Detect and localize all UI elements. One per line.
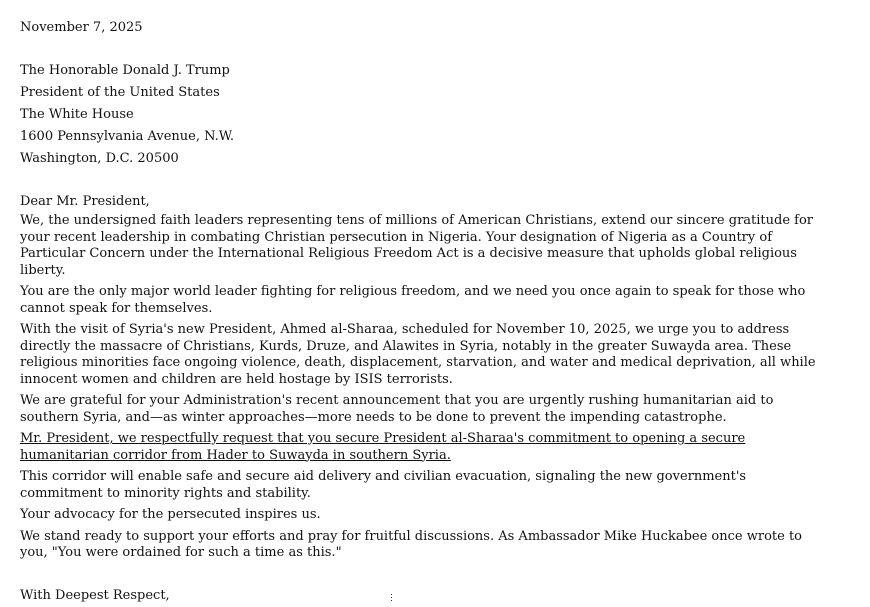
recipient-office: The White House xyxy=(20,107,134,122)
letter-page xyxy=(20,17,820,607)
body-paragraph: You are the only major world leader fighting for religious freedom, and we need you once again to speak for those who cannot speak for themselves. xyxy=(20,284,806,316)
spacer xyxy=(20,567,820,585)
letter-date: November 7, 2025 xyxy=(20,20,143,35)
request-paragraph-underlined: Mr. President, we respectfully request that you secure President al-Sharaa's commitment to opening a secure humanitarian corridor from Hader to Suwayda in southern Syria. xyxy=(20,431,746,463)
recipient-title: President of the United States xyxy=(20,85,220,100)
body-paragraph: Your advocacy for the persecuted inspires us. xyxy=(20,507,321,522)
salutation: Dear Mr. President, xyxy=(20,194,150,209)
body-paragraph: We, the undersigned faith leaders representing tens of millions of American Christians, extend our sincere gratitude for your recent leadership in combating Christian persecution in Nigeria. Your designation of Nigeria as a Country of Particular Concern under the International Religious Freedom Act is a decisive measure that upholds global religious liberty. xyxy=(20,213,814,278)
recipient-name: The Honorable Donald J. Trump xyxy=(20,63,230,78)
body-paragraph: We stand ready to support your efforts and pray for fruitful discussions. As Ambassador Mike Huckabee once wrote to you, "You were ordained for such a time as this." xyxy=(20,528,803,560)
recipient-city: Washington, D.C. 20500 xyxy=(20,151,179,166)
spacer xyxy=(20,170,820,191)
spacer xyxy=(20,39,820,60)
recipient-street: 1600 Pennsylvania Avenue, N.W. xyxy=(20,129,234,144)
body-paragraph: We are grateful for your Administration's recent announcement that you are urgently rushing humanitarian aid to southern Syria, and—as winter approaches—more needs to be done to prevent the impending catastrophe. xyxy=(20,393,774,425)
body-paragraph: This corridor will enable safe and secure aid delivery and civilian evacuation, signaling the new government's commitment to minority rights and stability. xyxy=(20,469,747,501)
closing: With Deepest Respect, xyxy=(20,587,170,603)
letter-body xyxy=(20,213,820,562)
text-cursor-marker xyxy=(391,594,393,604)
body-paragraph: With the visit of Syria's new President, Ahmed al-Sharaa, scheduled for November 10, 2025, we urge you to address directly the massacre of Christians, Kurds, Druze, and Alawites in Syria, notably in the greater Suwayda area. These religious minorities face ongoing violence, death, displacement, starvation, and water and medical deprivation, all while innocent women and children are held hostage by ISIS terrorists. xyxy=(20,322,816,387)
recipient-address-block xyxy=(20,60,820,170)
